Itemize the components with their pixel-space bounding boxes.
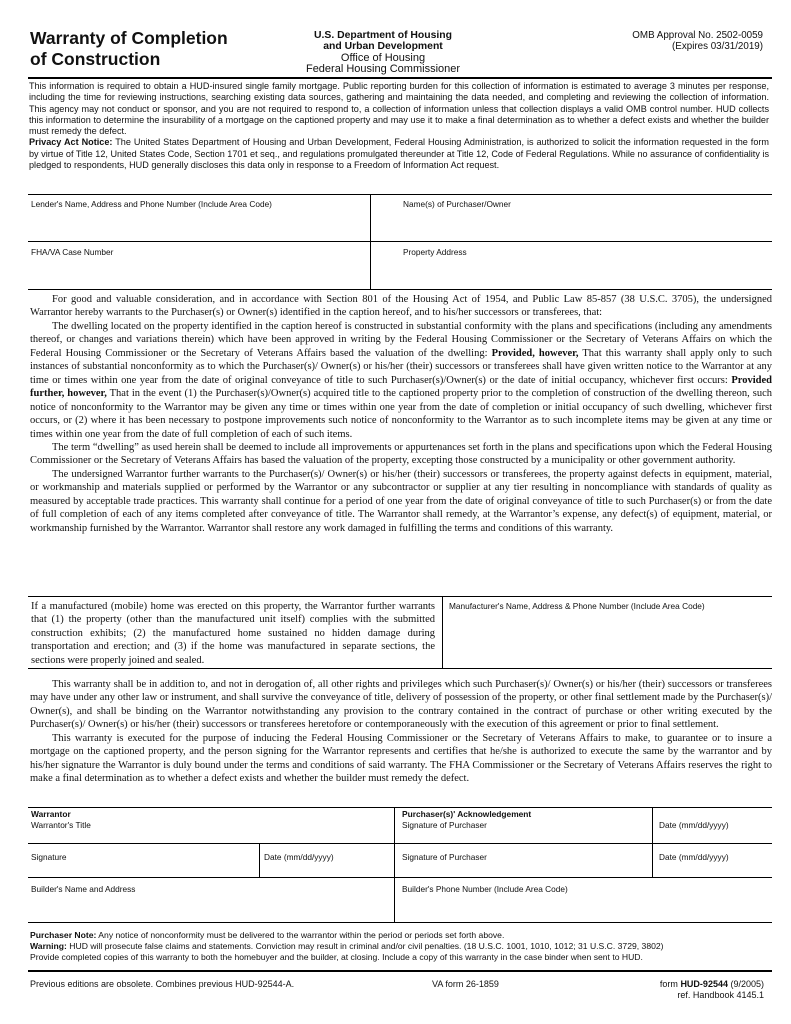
previous-editions: Previous editions are obsolete. Combines previous HUD-92544-A. <box>30 979 295 989</box>
p2-text-b: That this warranty shall apply only to such instances of substantial nonconformity as to which the Purchaser(s)/ Owner(s) or his/her (their) successors or transferees shall have given written notice to the Warrantor at any time or times within one year from the date of original conveyance of title to such Purchaser(s)/Owner(s) or the date of initial occupancy, whichever first occurs: <box>30 347 772 386</box>
purchaser-ack-heading: Purchaser(s)' Acknowledgement <box>402 809 532 819</box>
caption-top-rule <box>28 194 772 195</box>
p2-text-c: That in the event (1) the Purchaser(s)/Owner(s) acquired title to the captioned property prior to the completion of construction of the dwelling thereon, such notice of nonconformity to the Warrantor may be given any time or times within one year from the date of completion or initial occupancy of such dwelling, whichever first occurs, or (2) where it has been necessary to postpone improvements such notice of nonconformity to the Warrantor as to such incomplete items may be given at any time or times within one year from the date of full completion of each of such items. <box>30 388 772 440</box>
builder-phone-field[interactable]: Builder's Phone Number (Include Area Code) <box>402 884 568 894</box>
notice-section <box>29 81 769 171</box>
signature-row2-rule <box>28 877 772 878</box>
p2-proviso-2: Provided further, however, <box>30 374 772 400</box>
form-title-line2: of Construction <box>30 49 161 69</box>
warrantor-date-divider <box>259 843 260 877</box>
purchaser-date-divider <box>652 807 653 877</box>
mh-bottom-rule <box>28 668 772 669</box>
purchaser-owner-field[interactable]: Name(s) of Purchaser/Owner <box>403 199 511 209</box>
property-address-field[interactable]: Property Address <box>403 247 467 257</box>
warranty-paragraph-3: The term “dwelling” as used herein shall be deemed to include all improvements or appurtenances set forth in the plans and specifications upon which the Federal Housing Commissioner or the Secretary of Veterans Affairs has based the valuation of the property, excepting those constructed by a municipality or other government authority. <box>30 441 772 467</box>
warranty-paragraph-6: This warranty is executed for the purpose of inducing the Federal Housing Commissioner or the Secretary of Veterans Affairs to make, to guarantee or to insure a mortgage on the captioned property, and the person signing for the Warrantor represents and certifies that he/she is authorized to execute the same by the warrantor and by his/her signature the Warrantor is duly bound under the terms and conditions of said warranty. The FHA Commissioner or the Secretary of Veterans Affairs reserves the right to make a final determination as to whether a defect exists and whether the builder must remedy the defect. <box>30 732 772 785</box>
notes-section <box>30 930 775 962</box>
warranty-terms-continued <box>30 678 772 786</box>
form-title <box>30 28 270 70</box>
warrantor-signature-field[interactable]: Signature <box>31 852 67 862</box>
caption-divider <box>370 194 371 289</box>
agency-block <box>276 30 490 76</box>
omb-block <box>588 30 763 53</box>
form-prefix: form <box>659 979 681 989</box>
signature-center-divider <box>394 807 395 922</box>
form-date: (9/2005) <box>727 979 764 989</box>
privacy-act-label: Privacy Act Notice: <box>29 137 113 148</box>
warning-label: Warning: <box>30 940 67 951</box>
warrantor-date-field[interactable]: Date (mm/dd/yyyy) <box>264 852 334 862</box>
header-divider <box>28 77 772 79</box>
form-title-line1: Warranty of Completion <box>30 28 228 48</box>
purchaser-note <box>30 930 775 941</box>
omb-expires: (Expires 03/31/2019) <box>672 41 763 53</box>
manufacturer-field[interactable]: Manufacturer's Name, Address & Phone Number (Include Area Code) <box>449 601 705 611</box>
builder-name-field[interactable]: Builder's Name and Address <box>31 884 136 894</box>
p2-text-a: The dwelling located on the property identified in the caption hereof is constructed in substantial conformity with the plans and specifications (including any amendments thereof, or changes and variations therein) which have been approved in writing by the Federal Housing Commissioner or the Secretary of Veterans Affairs on which the Federal Housing Commissioner or the Secretary of Veterans Affairs based the valuation of the dwelling: <box>30 320 772 359</box>
warranty-paragraph-5: This warranty shall be in addition to, and not in derogation of, all other rights and privileges which such Purchaser(s)/ Owner(s) or his/her (their) successors or transferees may have under any other law or instrument, and shall survive the conveyance of title, delivery of possession of the property, or other final settlement made by the Purchaser(s)/ Owner(s), and shall be binding on the Warrantor notwithstanding any provision to the contrary contained in the contract of purchase or other writing executed by the Purchaser(s)/ Owner(s) or his/her (their) successors or transferees heretofore or contemporaneously with the execution of this agreement or prior to final settlement. <box>30 679 772 731</box>
warranty-paragraph-2 <box>30 320 772 441</box>
lender-field[interactable]: Lender's Name, Address and Phone Number (Include Area Code) <box>31 199 272 209</box>
purchaser-note-text: Any notice of nonconformity must be delivered to the warrantor within the period or periods set forth above. <box>96 930 505 940</box>
handbook-ref: ref. Handbook 4145.1 <box>677 990 764 1000</box>
agency-line4: Federal Housing Commissioner <box>305 63 461 76</box>
purchaser-signature-2-field[interactable]: Signature of Purchaser <box>402 852 487 862</box>
caption-mid-rule <box>28 241 772 242</box>
form-number-line <box>600 979 764 990</box>
purchaser-signature-1-field[interactable]: Signature of Purchaser <box>402 820 487 830</box>
caption-bottom-rule <box>28 289 772 290</box>
case-number-field[interactable]: FHA/VA Case Number <box>31 247 114 257</box>
purchaser-date-1-field[interactable]: Date (mm/dd/yyyy) <box>659 820 729 830</box>
burden-statement: This information is required to obtain a HUD-insured single family mortgage. Public reporting burden for this collection of information is estimated to average 3 minutes per response, including the time for reviewing instructions, searching existing data sources, gathering and maintaining the data needed, and completing and reviewing the collection of information. This agency may not conduct or sponsor, and you are not required to respond to, a collection of information unless that collection displays a valid OMB control number. HUD collects this information to determine the insurability of a mortgage on the captioned property and may use it to make a final determination as to whether a defect exists and whether the builder must remedy the defect. <box>29 81 769 137</box>
mh-top-rule <box>28 596 772 597</box>
agency-line3: Office of Housing <box>340 51 426 64</box>
signature-bottom-rule <box>28 922 772 923</box>
privacy-act-text: The United States Department of Housing and Urban Development, Federal Housing Administration, is authorized to solicit the information requested in the form by virtue of Title 12, United States Code, Section 1701 et seq., and regulations promulgated thereunder at Title 12, Code of Federal Regulations. While no assurance of confidentiality is pledged to respondents, HUD generally discloses this data only in response to a Freedom of Information Act request. <box>29 137 769 171</box>
form-number: HUD-92544 <box>680 979 728 989</box>
warning-text: HUD will prosecute false claims and statements. Conviction may result in criminal and/or civil penalties. (18 U.S.C. 1001, 1010, 1012; 31 U.S.C. 3729, 3802) <box>66 940 664 951</box>
warning-note <box>30 941 775 952</box>
va-form-number: VA form 26-1859 <box>432 979 499 989</box>
privacy-act-notice <box>29 137 769 171</box>
purchaser-date-2-field[interactable]: Date (mm/dd/yyyy) <box>659 852 729 862</box>
purchaser-note-label: Purchaser Note: <box>30 930 97 940</box>
manufactured-home-clause: If a manufactured (mobile) home was erected on this property, the Warrantor further warrants that (1) the property (other than the manufactured unit itself) complies with the submitted construction exhibits; (2) the manufactured home sustained no hidden damage during transportation and erection; and (3) if the home was manufactured in separate sections, the sections were properly joined and sealed. <box>31 601 435 666</box>
signature-top-rule <box>28 807 772 808</box>
warranty-paragraph-4: The undersigned Warrantor further warrants to the Purchaser(s)/ Owner(s) or his/her (their) successors or transferees, the property against defects in equipment, material, or workmanship and materials supplied or performed by the Warrantor or any subcontractor or supplier at any tier resulting in noncompliance with standards of quality as measured by acceptable trade practices. This warranty shall continue for a period of one year from the date of original conveyance of title to such Purchaser(s) or from the date of full completion of each of any items completed after conveyance of title. The Warrantor shall remedy, at the Warrantor’s expense, any defect(s) of equipment, material, or workmanship furnished by the Warrantor. Warrantor shall restore any work damaged in fulfilling the terms and conditions of this warranty. <box>30 468 772 534</box>
p2-proviso-1: Provided, however, <box>491 347 579 359</box>
signature-row1-rule <box>28 843 772 844</box>
warrantor-heading: Warrantor <box>31 809 71 819</box>
agency-line2: and Urban Development <box>323 41 443 53</box>
footer-divider <box>28 970 772 972</box>
agency-line1: U.S. Department of Housing <box>314 30 452 41</box>
omb-number: OMB Approval No. 2502-0059 <box>632 30 763 41</box>
form-id-block <box>600 979 764 1001</box>
mh-divider <box>442 596 443 668</box>
warrantor-title-field[interactable]: Warrantor's Title <box>31 820 91 830</box>
warranty-terms <box>30 293 772 535</box>
warranty-paragraph-1: For good and valuable consideration, and in accordance with Section 801 of the Housing Act of 1954, and Public Law 85-857 (38 U.S.C. 3705), the undersigned Warrantor hereby warrants to the Purchaser(s) or Owner(s) identified in the caption hereof, and to his/her successors or transferees, that: <box>30 294 772 319</box>
copies-note: Provide completed copies of this warranty to both the homebuyer and the builder, at closing. Include a copy of this warranty in the case binder when sent to HUD. <box>30 951 643 962</box>
